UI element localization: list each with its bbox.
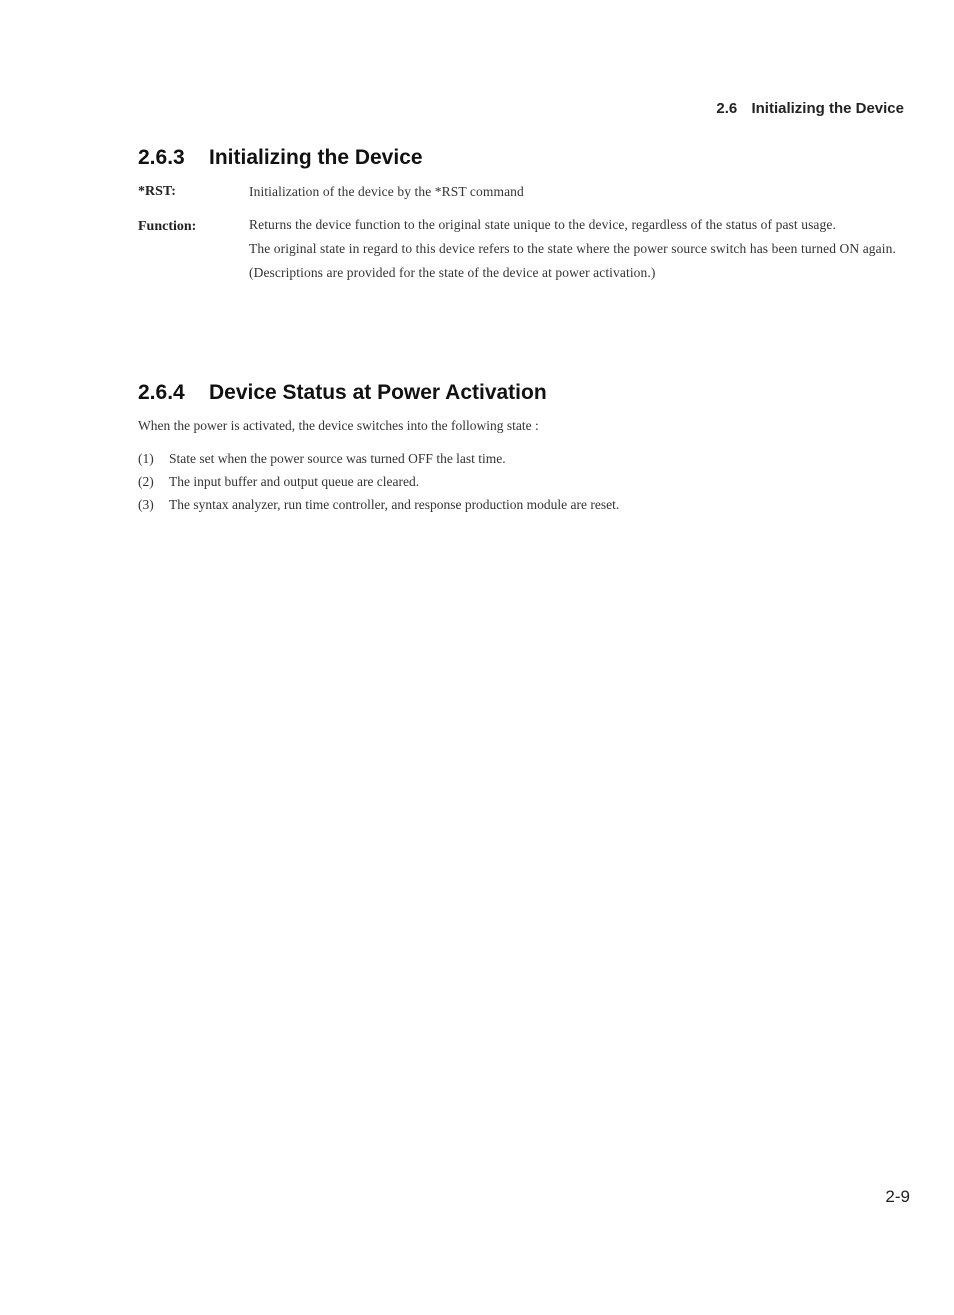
running-header-title: Initializing the Device [751, 100, 904, 117]
section-title: Device Status at Power Activation [209, 381, 547, 404]
state-list [138, 451, 898, 520]
list-item [138, 497, 898, 520]
list-marker: (2) [138, 474, 154, 489]
running-header [716, 100, 904, 117]
function-description-para-2: The original state in regard to this device refers to the state where the power source switch has been turned ON again. [249, 241, 896, 256]
list-text: The input buffer and output queue are cleared. [169, 474, 420, 489]
list-marker: (3) [138, 497, 154, 512]
list-marker: (1) [138, 451, 154, 466]
rst-description [249, 180, 907, 204]
power-activation-intro: When the power is activated, the device switches into the following state : [138, 418, 539, 433]
list-text: The syntax analyzer, run time controller, and response production module are reset. [169, 497, 620, 512]
section-title: Initializing the Device [209, 146, 423, 169]
rst-description-text: Initialization of the device by the *RST command [249, 184, 524, 199]
list-text: State set when the power source was turned OFF the last time. [169, 451, 506, 466]
section-heading-2-6-4 [138, 381, 547, 405]
page-number: 2-9 [885, 1187, 910, 1206]
section-number: 2.6.4 [138, 381, 185, 404]
list-item [138, 474, 898, 497]
function-description [249, 213, 907, 285]
section-number: 2.6.3 [138, 146, 185, 169]
function-description-para-1: Returns the device function to the original state unique to the device, regardless of the status of past usage. [249, 217, 836, 232]
function-term: Function: [138, 219, 197, 234]
list-item [138, 451, 898, 474]
section-heading-2-6-3 [138, 146, 423, 170]
rst-term: *RST: [138, 184, 176, 199]
function-description-para-3: (Descriptions are provided for the state of the device at power activation.) [249, 265, 656, 280]
running-header-section-number: 2.6 [716, 100, 738, 117]
